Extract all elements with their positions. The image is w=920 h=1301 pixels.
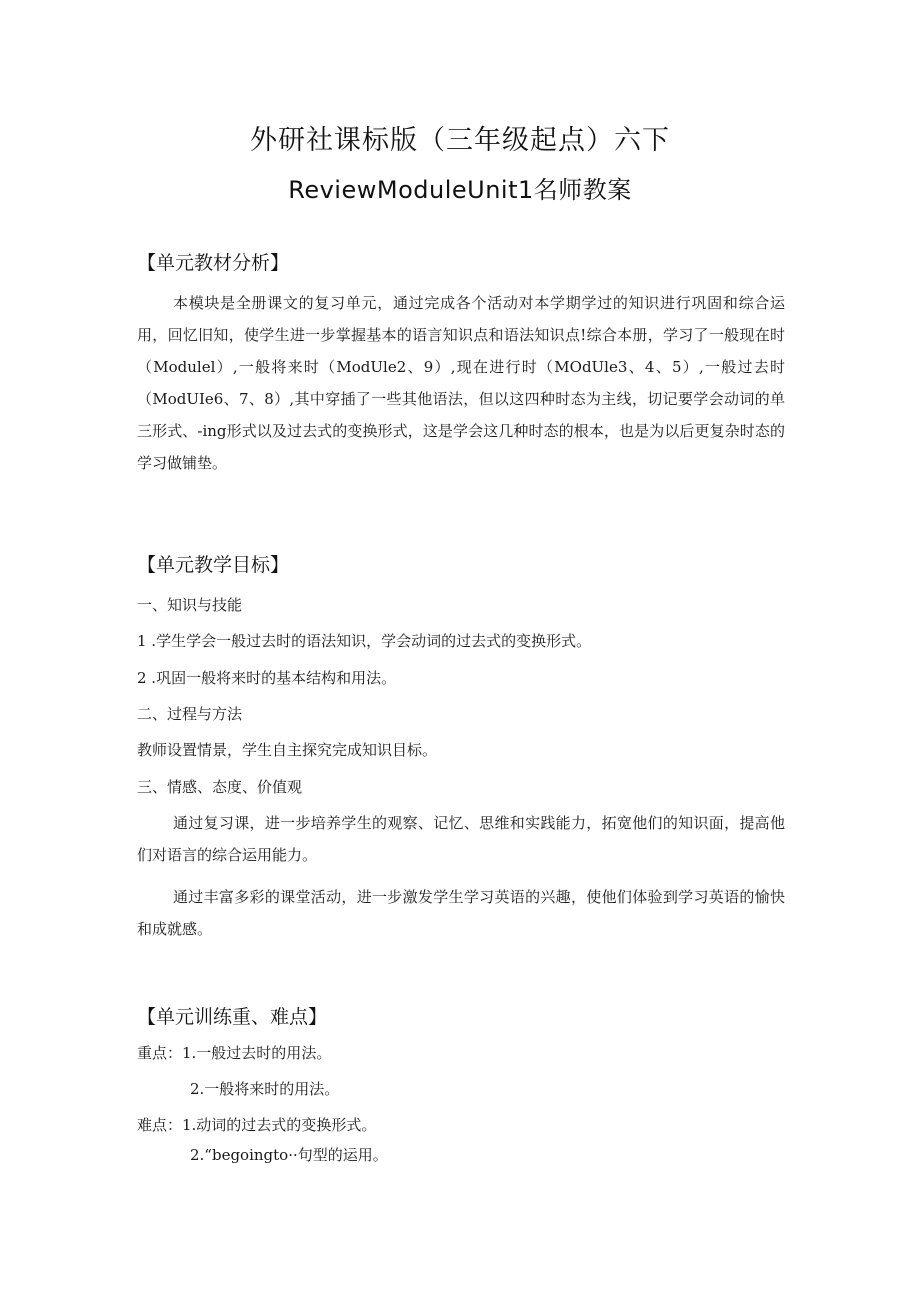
goal-subheading-knowledge: 一、知识与技能 [137, 596, 243, 614]
difficulty-2: 2.“begoingto··句型的运用。 [190, 1146, 388, 1164]
section-heading-teaching-goals: 【单元教学目标】 [137, 554, 290, 576]
document-title: 外研社课标版（三年级起点）六下 [250, 125, 670, 156]
difficulty-1: 难点：1.动词的过去式的变换形式。 [137, 1116, 377, 1134]
section-heading-material-analysis: 【单元教材分析】 [137, 252, 290, 274]
material-analysis-paragraph: 本模块是全册课文的复习单元，通过完成各个活动对本学期学过的知识进行巩固和综合运用，回忆旧知，使学生进一步掌握基本的语言知识点和语法知识点!综合本册，学习了一般现在时（Modulel）,一般将来时（ModUle2、9）,现在进行时（MOdUle3、4、5）,一般过去时（ModUIe6、7、8）,其中穿插了一些其他语法，但以这四种时态为主线，切记要学会动词的单三形式、-ing形式以及过去式的变换形式，这是学会这几种时态的根本，也是为以后更复杂时态的学习做铺垫。 [137, 294, 785, 472]
goal-item-2: 2 .巩固一般将来时的基本结构和用法。 [137, 669, 397, 687]
goal-subheading-process: 二、过程与方法 [137, 705, 243, 723]
document-subtitle: ReviewModuleUnit1名师教案 [288, 176, 632, 204]
key-point-2: 2.一般将来时的用法。 [190, 1080, 340, 1098]
goal-subheading-emotion: 三、情感、态度、价值观 [137, 778, 303, 796]
section-heading-key-points: 【单元训练重、难点】 [137, 1006, 328, 1028]
key-point-1: 重点：1.一般过去时的用法。 [137, 1044, 332, 1062]
goal-process-text: 教师设置情景，学生自主探究完成知识目标。 [137, 741, 438, 759]
emotion-paragraph-2: 通过丰富多彩的课堂活动，进一步激发学生学习英语的兴趣，使他们体验到学习英语的愉快和成就感。 [137, 888, 785, 938]
emotion-paragraph-1: 通过复习课，进一步培养学生的观察、记忆、思维和实践能力，拓宽他们的知识面，提高他们对语言的综合运用能力。 [137, 814, 785, 864]
goal-item-1: 1 .学生学会一般过去时的语法知识，学会动词的过去式的变换形式。 [137, 632, 592, 650]
